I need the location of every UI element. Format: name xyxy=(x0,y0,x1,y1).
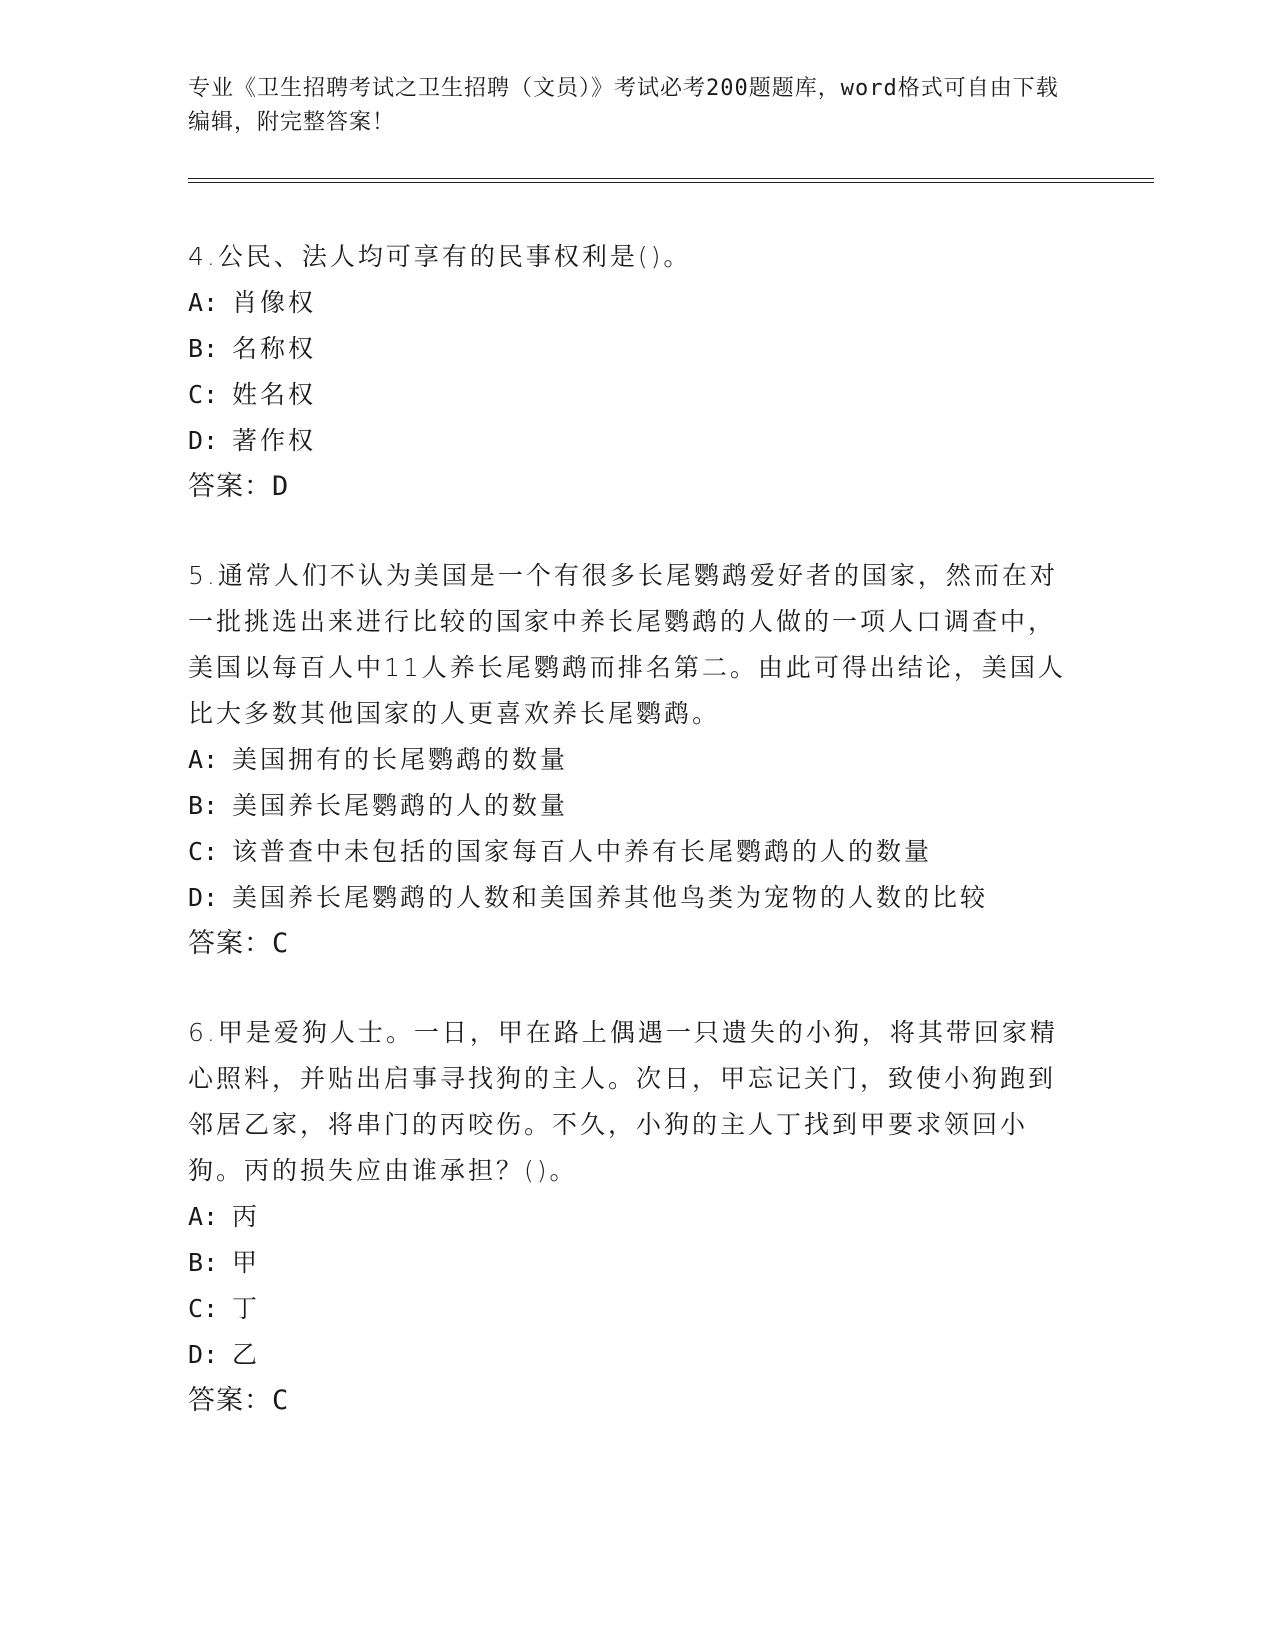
option-d xyxy=(188,418,1068,464)
option-letter: C: xyxy=(188,837,219,866)
option-text: 著作权 xyxy=(232,426,317,455)
option-d xyxy=(188,1332,1068,1378)
option-text: 姓名权 xyxy=(232,380,317,409)
option-a xyxy=(188,280,1068,326)
option-a xyxy=(188,1194,1068,1240)
option-text: 肖像权 xyxy=(232,288,317,317)
document-header: 专业《卫生招聘考试之卫生招聘（文员）》考试必考200题题库，word格式可自由下载编辑，附完整答案！ xyxy=(188,76,1059,135)
option-text: 美国养长尾鹦鹉的人的数量 xyxy=(232,791,569,820)
option-text: 丙 xyxy=(232,1202,261,1231)
answer-label: 答案： xyxy=(188,928,272,959)
answer-value: C xyxy=(272,928,290,959)
option-letter: D: xyxy=(188,426,219,455)
option-b xyxy=(188,1240,1068,1286)
option-text: 甲 xyxy=(232,1248,261,1277)
option-letter: B: xyxy=(188,791,219,820)
option-letter: A: xyxy=(188,288,219,317)
option-letter: B: xyxy=(188,1248,219,1277)
option-c xyxy=(188,1286,1068,1332)
option-text: 美国拥有的长尾鹦鹉的数量 xyxy=(232,745,569,774)
option-letter: B: xyxy=(188,334,219,363)
header-divider-top xyxy=(188,178,1154,179)
option-a xyxy=(188,737,1068,783)
answer-line xyxy=(188,464,1068,510)
option-text: 丁 xyxy=(232,1294,261,1323)
option-b xyxy=(188,326,1068,372)
question-text: 6.甲是爱狗人士。一日，甲在路上偶遇一只遗失的小狗，将其带回家精心照料，并贴出启事寻找狗的主人。次日，甲忘记关门，致使小狗跑到邻居乙家，将串门的丙咬伤。不久，小狗的主人丁找到甲要求领回小狗。丙的损失应由谁承担？()。 xyxy=(188,1018,1058,1185)
answer-line xyxy=(188,921,1068,967)
option-d xyxy=(188,875,1068,921)
question-5 xyxy=(188,553,1068,967)
option-letter: A: xyxy=(188,1202,219,1231)
option-letter: C: xyxy=(188,1294,219,1323)
option-text: 美国养长尾鹦鹉的人数和美国养其他鸟类为宠物的人数的比较 xyxy=(232,883,989,912)
option-text: 名称权 xyxy=(232,334,317,363)
answer-label: 答案： xyxy=(188,471,272,502)
header-divider-bottom xyxy=(188,182,1154,183)
answer-value: C xyxy=(272,1385,290,1416)
answer-label: 答案： xyxy=(188,1385,272,1416)
question-text: 4.公民、法人均可享有的民事权利是()。 xyxy=(188,242,692,271)
option-letter: D: xyxy=(188,883,219,912)
option-letter: C: xyxy=(188,380,219,409)
option-c xyxy=(188,829,1068,875)
option-letter: A: xyxy=(188,745,219,774)
question-text: 5.通常人们不认为美国是一个有很多长尾鹦鹉爱好者的国家，然而在对一批挑选出来进行比较的国家中养长尾鹦鹉的人做的一项人口调查中，美国以每百人中11人养长尾鹦鹉而排名第二。由此可得出结论，美国人比大多数其他国家的人更喜欢养长尾鹦鹉。 xyxy=(188,561,1066,728)
answer-value: D xyxy=(272,471,290,502)
option-text: 该普查中未包括的国家每百人中养有长尾鹦鹉的人的数量 xyxy=(232,837,933,866)
option-letter: D: xyxy=(188,1340,219,1369)
option-c xyxy=(188,372,1068,418)
answer-line xyxy=(188,1378,1068,1424)
question-6 xyxy=(188,1010,1068,1424)
option-text: 乙 xyxy=(232,1340,261,1369)
question-4 xyxy=(188,234,1068,510)
option-b xyxy=(188,783,1068,829)
